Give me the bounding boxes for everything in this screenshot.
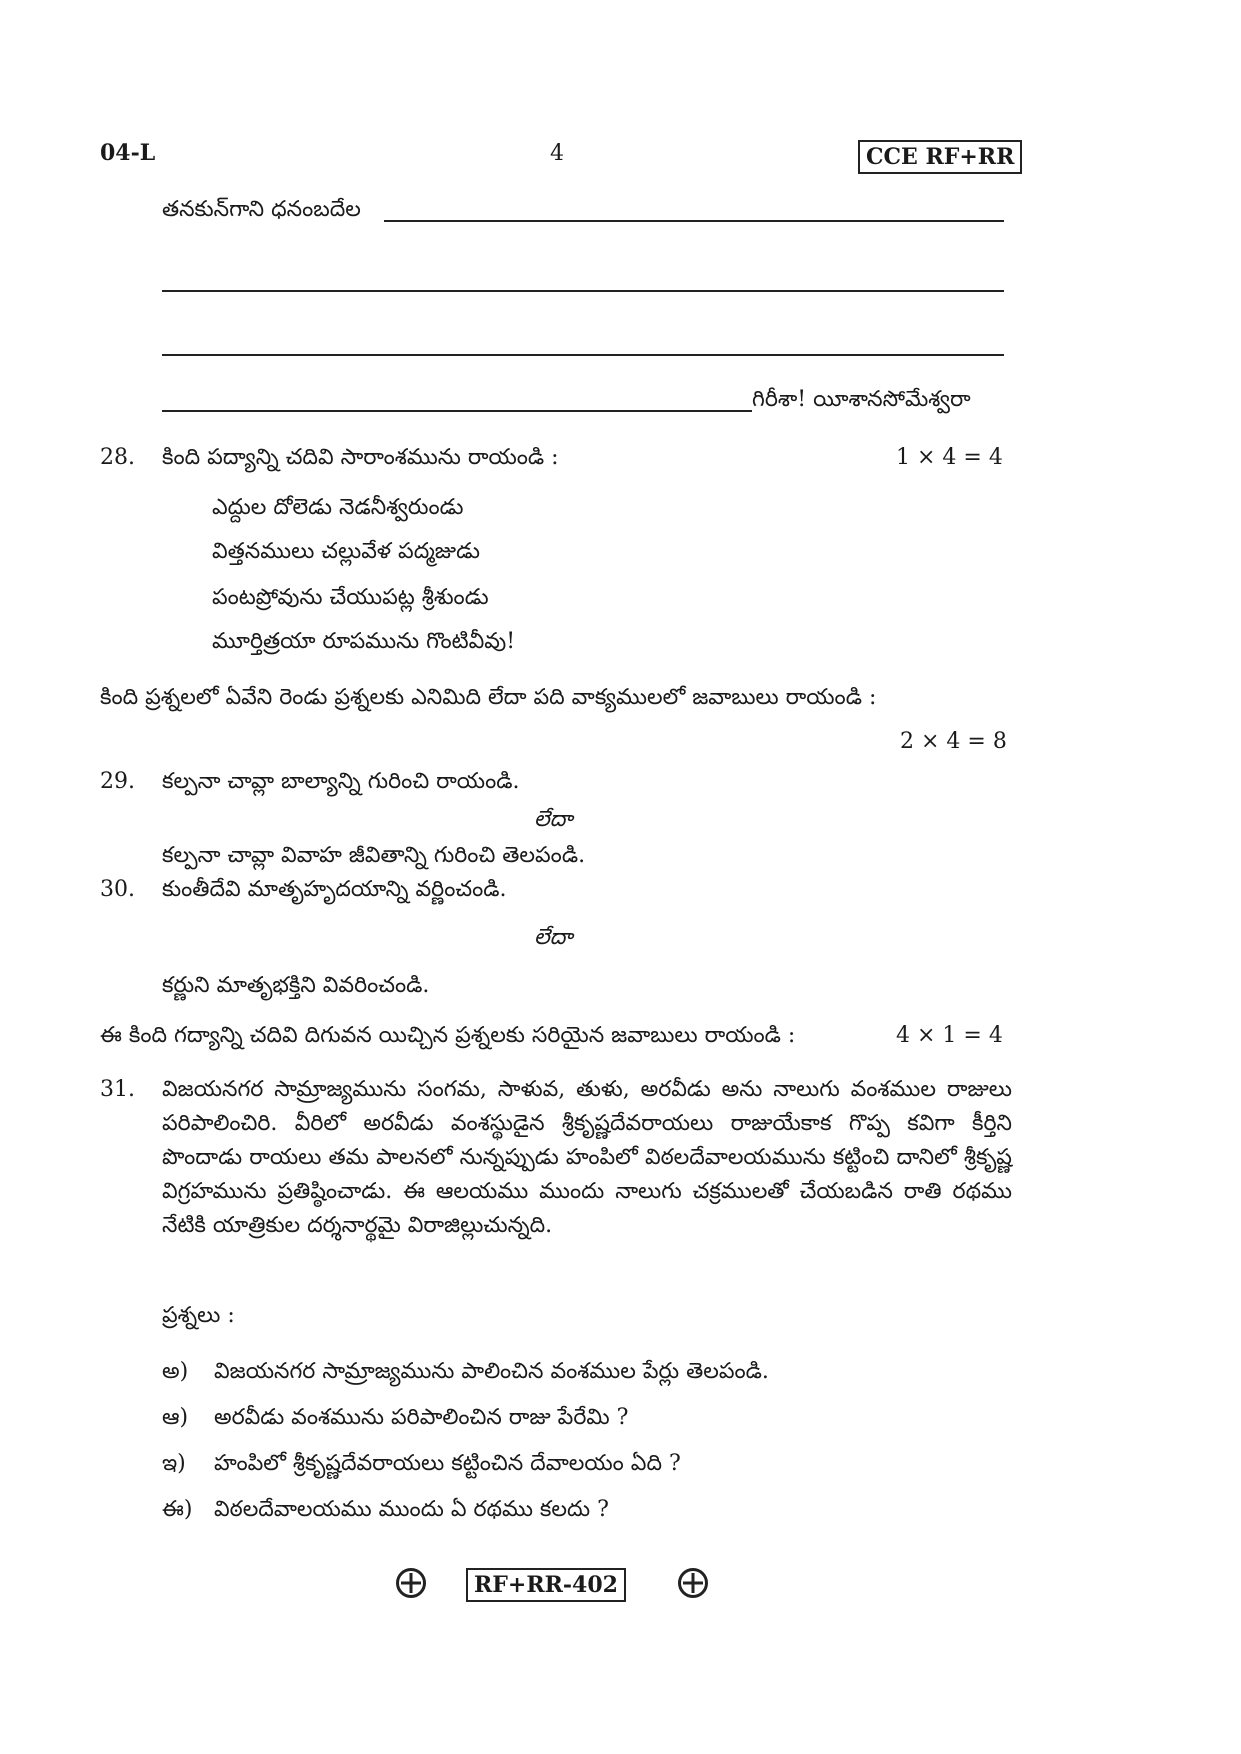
q31-question-marker: అ) — [162, 1359, 189, 1384]
answer-line-3[interactable] — [162, 354, 1004, 356]
q29-number: 29. — [100, 769, 135, 794]
q30-alt-text: కర్ణుని మాతృభక్తిని వివరించండి. — [162, 973, 430, 998]
q28-prompt: కింది పద్యాన్ని చదివి సారాంశమును రాయండి : — [162, 445, 559, 470]
section-c-marks: 4 × 1 = 4 — [896, 1023, 1003, 1048]
q31-question-text: అరవీడు వంశమును పరిపాలించిన రాజు పేరేమి ? — [214, 1405, 629, 1430]
q31-question-marker: ఇ) — [162, 1451, 186, 1476]
poem-line1-prefix: తనకున్‌గాని ధనంబదేల — [162, 197, 361, 222]
q31-question-text: హంపిలో శ్రీకృష్ణదేవరాయలు కట్టించిన దేవాలయం ఏది ? — [214, 1451, 681, 1476]
q31-questions-label: ప్రశ్నలు : — [162, 1303, 235, 1328]
q31-question-text: విజయనగర సామ్రాజ్యమును పాలించిన వంశముల పేర్లు తెలపండి. — [214, 1359, 769, 1384]
q31-question-marker: ఈ) — [162, 1497, 193, 1522]
q29-text: కల్పనా చావ్లా బాల్యాన్ని గురించి రాయండి. — [162, 769, 520, 794]
q28-number: 28. — [100, 445, 135, 470]
q28-verse-line: ఎద్దుల దోలెడు నెడనీశ్వరుండు — [212, 495, 464, 520]
q29-or-label: లేదా — [534, 807, 573, 832]
section-b-instruction: కింది ప్రశ్నలలో ఏవేని రెండు ప్రశ్నలకు ఎనిమిది లేదా పది వాక్యములలో జవాబులు రాయండి : — [100, 685, 877, 710]
page-number: 4 — [550, 141, 564, 166]
registration-mark-icon — [396, 1568, 426, 1598]
q31-question-marker: ఆ) — [162, 1405, 189, 1430]
q28-marks: 1 × 4 = 4 — [896, 445, 1003, 470]
poem-line4-suffix: గిరీశా! యీశానసోమేశ్వరా — [752, 387, 971, 412]
q28-verse-line: విత్తనములు చల్లువేళ పద్మజుడు — [212, 539, 480, 564]
q31-number: 31. — [100, 1077, 135, 1102]
q29-alt-text: కల్పనా చావ్లా వివాహ జీవితాన్ని గురించి తెలపండి. — [162, 843, 586, 868]
header-left-code: 04-L — [100, 140, 156, 166]
q31-question-text: విఠలదేవాలయము ముందు ఏ రథము కలదు ? — [214, 1497, 609, 1522]
registration-mark-icon — [678, 1568, 708, 1598]
q30-number: 30. — [100, 877, 135, 902]
answer-line-2[interactable] — [162, 290, 1004, 292]
q31-passage: విజయనగర సామ్రాజ్యమును సంగమ, సాళువ, తుళు, అరవీడు అను నాలుగు వంశముల రాజులు పరిపాలించిరి. వీరిలో అరవీడు వంశస్థుడైన శ్రీకృష్ణదేవరాయలు రాజుయేకాక గొప్ప కవిగా కీర్తిని పొందాడు రాయలు తమ పాలనలో నున్నప్పుడు హంపిలో విఠలదేవాలయమును కట్టించి దానిలో శ్రీకృష్ణ విగ్రహమును ప్రతిష్ఠించాడు. ఈ ఆలయము ముందు నాలుగు చక్రములతో చేయబడిన రాతి రథము నేటికి యాత్రికుల దర్శనార్థమై విరాజిల్లుచున్నది. — [162, 1077, 1012, 1238]
answer-line-4[interactable] — [162, 410, 752, 412]
header-right-code: CCE RF+RR — [858, 140, 1022, 174]
q30-or-label: లేదా — [534, 925, 573, 950]
q30-text: కుంతీదేవి మాతృహృదయాన్ని వర్ణించండి. — [162, 877, 507, 902]
footer-code: RF+RR-402 — [466, 1568, 626, 1602]
answer-line-1[interactable] — [384, 220, 1004, 222]
q28-verse-line: పంటప్రోవును చేయుపట్ల శ్రీశుండు — [212, 585, 489, 610]
section-b-marks: 2 × 4 = 8 — [900, 729, 1007, 754]
section-c-instruction: ఈ కింది గద్యాన్ని చదివి దిగువన యిచ్చిన ప్రశ్నలకు సరియైన జవాబులు రాయండి : — [100, 1023, 796, 1048]
q28-verse-line: మూర్తిత్రయా రూపమును గొంటివీవు! — [212, 629, 516, 654]
